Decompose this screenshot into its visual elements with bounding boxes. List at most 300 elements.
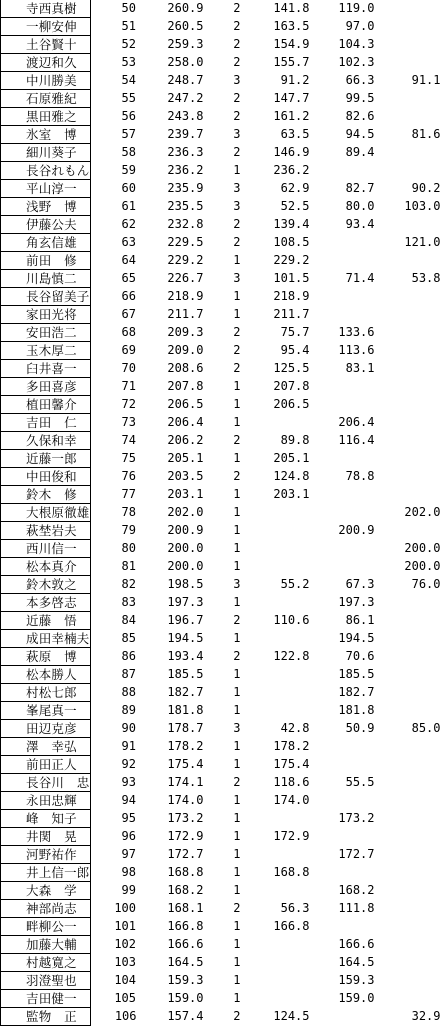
rank-cell: 74 [91, 432, 143, 450]
round-2-score-cell: 166.6 [314, 936, 379, 954]
rank-cell: 86 [91, 648, 143, 666]
entry-count-cell: 1 [210, 990, 249, 1008]
round-1-score-cell: 118.6 [249, 774, 314, 792]
round-3-score-cell [379, 450, 443, 468]
round-1-score-cell: 55.2 [249, 576, 314, 594]
player-name-cell: 石原雅紀 [1, 90, 91, 108]
round-3-score-cell: 90.2 [379, 180, 443, 198]
round-3-score-cell [379, 252, 443, 270]
entry-count-cell: 3 [210, 72, 249, 90]
table-row [1, 846, 443, 864]
player-name-cell: 氷室 博 [1, 126, 91, 144]
table-row [1, 288, 443, 306]
total-score-cell: 200.9 [143, 522, 210, 540]
round-1-score-cell: 161.2 [249, 108, 314, 126]
total-score-cell: 258.0 [143, 54, 210, 72]
rank-cell: 84 [91, 612, 143, 630]
player-name-cell: 神部尚志 [1, 900, 91, 918]
table-row [1, 522, 443, 540]
total-score-cell: 174.0 [143, 792, 210, 810]
round-3-score-cell [379, 612, 443, 630]
player-name-cell: 峰 知子 [1, 810, 91, 828]
total-score-cell: 182.7 [143, 684, 210, 702]
round-2-score-cell: 50.9 [314, 720, 379, 738]
player-name-cell: 畔柳公一 [1, 918, 91, 936]
round-1-score-cell [249, 594, 314, 612]
round-2-score-cell: 82.6 [314, 108, 379, 126]
entry-count-cell: 1 [210, 540, 249, 558]
rank-cell: 81 [91, 558, 143, 576]
player-name-cell: 一柳安伸 [1, 18, 91, 36]
round-3-score-cell: 200.0 [379, 558, 443, 576]
table-row [1, 666, 443, 684]
round-3-score-cell: 85.0 [379, 720, 443, 738]
table-row [1, 108, 443, 126]
total-score-cell: 173.2 [143, 810, 210, 828]
total-score-cell: 236.3 [143, 144, 210, 162]
round-1-score-cell: 229.2 [249, 252, 314, 270]
table-row [1, 468, 443, 486]
round-1-score-cell: 56.3 [249, 900, 314, 918]
entry-count-cell: 1 [210, 756, 249, 774]
round-3-score-cell [379, 954, 443, 972]
rank-cell: 103 [91, 954, 143, 972]
rank-cell: 51 [91, 18, 143, 36]
round-3-score-cell [379, 864, 443, 882]
rank-cell: 83 [91, 594, 143, 612]
table-row [1, 594, 443, 612]
round-3-score-cell [379, 54, 443, 72]
round-1-score-cell: 207.8 [249, 378, 314, 396]
round-3-score-cell [379, 990, 443, 1008]
entry-count-cell: 2 [210, 216, 249, 234]
entry-count-cell: 3 [210, 198, 249, 216]
entry-count-cell: 1 [210, 630, 249, 648]
round-3-score-cell [379, 648, 443, 666]
player-name-cell: 玉木厚二 [1, 342, 91, 360]
rank-cell: 82 [91, 576, 143, 594]
round-2-score-cell [314, 864, 379, 882]
table-row [1, 972, 443, 990]
entry-count-cell: 2 [210, 108, 249, 126]
table-row [1, 0, 443, 18]
rank-cell: 78 [91, 504, 143, 522]
total-score-cell: 200.0 [143, 540, 210, 558]
round-3-score-cell [379, 18, 443, 36]
round-2-score-cell: 80.0 [314, 198, 379, 216]
total-score-cell: 174.1 [143, 774, 210, 792]
round-3-score-cell: 32.9 [379, 1008, 443, 1026]
round-3-score-cell [379, 378, 443, 396]
round-3-score-cell [379, 162, 443, 180]
total-score-cell: 218.9 [143, 288, 210, 306]
table-row [1, 342, 443, 360]
table-row [1, 72, 443, 90]
total-score-cell: 197.3 [143, 594, 210, 612]
entry-count-cell: 1 [210, 504, 249, 522]
round-2-score-cell [314, 306, 379, 324]
round-1-score-cell: 172.9 [249, 828, 314, 846]
round-1-score-cell: 168.8 [249, 864, 314, 882]
round-2-score-cell: 168.2 [314, 882, 379, 900]
player-name-cell: 永田忠輝 [1, 792, 91, 810]
player-name-cell: 松本勝人 [1, 666, 91, 684]
rank-cell: 91 [91, 738, 143, 756]
round-1-score-cell: 236.2 [249, 162, 314, 180]
round-1-score-cell: 218.9 [249, 288, 314, 306]
table-row [1, 18, 443, 36]
round-2-score-cell: 89.4 [314, 144, 379, 162]
table-row [1, 90, 443, 108]
rank-cell: 52 [91, 36, 143, 54]
table-row [1, 180, 443, 198]
round-2-score-cell: 71.4 [314, 270, 379, 288]
player-name-cell: 加藤大輔 [1, 936, 91, 954]
rank-cell: 63 [91, 234, 143, 252]
round-2-score-cell: 86.1 [314, 612, 379, 630]
table-row [1, 792, 443, 810]
round-1-score-cell [249, 630, 314, 648]
round-3-score-cell [379, 972, 443, 990]
rank-cell: 58 [91, 144, 143, 162]
round-1-score-cell: 101.5 [249, 270, 314, 288]
table-row [1, 990, 443, 1008]
round-1-score-cell: 42.8 [249, 720, 314, 738]
round-1-score-cell [249, 810, 314, 828]
table-row [1, 702, 443, 720]
player-name-cell: 村越寛之 [1, 954, 91, 972]
ranking-rows [1, 0, 443, 1026]
table-row [1, 252, 443, 270]
rank-cell: 94 [91, 792, 143, 810]
entry-count-cell: 1 [210, 558, 249, 576]
table-row [1, 234, 443, 252]
round-3-score-cell: 91.1 [379, 72, 443, 90]
rank-cell: 56 [91, 108, 143, 126]
round-3-score-cell [379, 846, 443, 864]
round-3-score-cell [379, 0, 443, 18]
entry-count-cell: 1 [210, 792, 249, 810]
round-2-score-cell [314, 540, 379, 558]
table-row [1, 810, 443, 828]
round-1-score-cell: 175.4 [249, 756, 314, 774]
player-name-cell: 鈴木 修 [1, 486, 91, 504]
entry-count-cell: 1 [210, 486, 249, 504]
round-2-score-cell: 133.6 [314, 324, 379, 342]
entry-count-cell: 1 [210, 864, 249, 882]
table-row [1, 126, 443, 144]
total-score-cell: 172.7 [143, 846, 210, 864]
player-name-cell: 角玄信雄 [1, 234, 91, 252]
rank-cell: 101 [91, 918, 143, 936]
total-score-cell: 259.3 [143, 36, 210, 54]
entry-count-cell: 1 [210, 702, 249, 720]
player-name-cell: 中川勝美 [1, 72, 91, 90]
entry-count-cell: 2 [210, 648, 249, 666]
total-score-cell: 194.5 [143, 630, 210, 648]
player-name-cell: 村松七郎 [1, 684, 91, 702]
rank-cell: 105 [91, 990, 143, 1008]
player-name-cell: 久保和幸 [1, 432, 91, 450]
round-2-score-cell [314, 1008, 379, 1026]
round-2-score-cell: 159.0 [314, 990, 379, 1008]
round-1-score-cell: 125.5 [249, 360, 314, 378]
round-1-score-cell [249, 522, 314, 540]
rank-cell: 77 [91, 486, 143, 504]
round-1-score-cell [249, 882, 314, 900]
rank-cell: 96 [91, 828, 143, 846]
round-1-score-cell [249, 972, 314, 990]
rank-cell: 79 [91, 522, 143, 540]
rank-cell: 104 [91, 972, 143, 990]
player-name-cell: 多田喜彦 [1, 378, 91, 396]
total-score-cell: 164.5 [143, 954, 210, 972]
total-score-cell: 229.2 [143, 252, 210, 270]
total-score-cell: 260.5 [143, 18, 210, 36]
table-row [1, 396, 443, 414]
round-2-score-cell: 159.3 [314, 972, 379, 990]
round-3-score-cell [379, 900, 443, 918]
round-3-score-cell: 103.0 [379, 198, 443, 216]
total-score-cell: 211.7 [143, 306, 210, 324]
round-1-score-cell [249, 414, 314, 432]
round-3-score-cell: 121.0 [379, 234, 443, 252]
round-2-score-cell [314, 918, 379, 936]
table-row [1, 828, 443, 846]
rank-cell: 66 [91, 288, 143, 306]
round-3-score-cell [379, 774, 443, 792]
entry-count-cell: 1 [210, 810, 249, 828]
round-1-score-cell: 62.9 [249, 180, 314, 198]
rank-cell: 50 [91, 0, 143, 18]
rank-cell: 88 [91, 684, 143, 702]
entry-count-cell: 2 [210, 90, 249, 108]
rank-cell: 80 [91, 540, 143, 558]
round-2-score-cell [314, 558, 379, 576]
total-score-cell: 229.5 [143, 234, 210, 252]
rank-cell: 92 [91, 756, 143, 774]
round-1-score-cell: 166.8 [249, 918, 314, 936]
round-3-score-cell [379, 522, 443, 540]
table-row [1, 576, 443, 594]
round-1-score-cell: 122.8 [249, 648, 314, 666]
player-name-cell: 監物 正 [1, 1008, 91, 1026]
player-name-cell: 土谷賢十 [1, 36, 91, 54]
entry-count-cell: 2 [210, 1008, 249, 1026]
total-score-cell: 203.1 [143, 486, 210, 504]
round-2-score-cell [314, 162, 379, 180]
entry-count-cell: 1 [210, 414, 249, 432]
round-2-score-cell [314, 378, 379, 396]
player-name-cell: 松本真介 [1, 558, 91, 576]
rank-cell: 93 [91, 774, 143, 792]
entry-count-cell: 1 [210, 828, 249, 846]
total-score-cell: 248.7 [143, 72, 210, 90]
player-name-cell: 峯尾真一 [1, 702, 91, 720]
round-2-score-cell: 164.5 [314, 954, 379, 972]
round-3-score-cell [379, 918, 443, 936]
total-score-cell: 203.5 [143, 468, 210, 486]
player-name-cell: 安田浩二 [1, 324, 91, 342]
entry-count-cell: 1 [210, 684, 249, 702]
rank-cell: 70 [91, 360, 143, 378]
round-1-score-cell [249, 846, 314, 864]
round-1-score-cell: 75.7 [249, 324, 314, 342]
player-name-cell: 植田馨介 [1, 396, 91, 414]
total-score-cell: 185.5 [143, 666, 210, 684]
round-1-score-cell: 205.1 [249, 450, 314, 468]
entry-count-cell: 2 [210, 324, 249, 342]
player-name-cell: 田辺克彦 [1, 720, 91, 738]
round-1-score-cell: 63.5 [249, 126, 314, 144]
round-3-score-cell [379, 432, 443, 450]
round-2-score-cell: 104.3 [314, 36, 379, 54]
round-3-score-cell [379, 144, 443, 162]
player-name-cell: 長谷川 忠 [1, 774, 91, 792]
entry-count-cell: 2 [210, 342, 249, 360]
round-3-score-cell [379, 702, 443, 720]
rank-cell: 60 [91, 180, 143, 198]
table-row [1, 306, 443, 324]
round-3-score-cell: 81.6 [379, 126, 443, 144]
rank-cell: 97 [91, 846, 143, 864]
round-3-score-cell [379, 810, 443, 828]
round-1-score-cell: 52.5 [249, 198, 314, 216]
total-score-cell: 166.6 [143, 936, 210, 954]
round-1-score-cell [249, 666, 314, 684]
entry-count-cell: 3 [210, 720, 249, 738]
total-score-cell: 168.8 [143, 864, 210, 882]
player-name-cell: 河野祐作 [1, 846, 91, 864]
round-2-score-cell: 94.5 [314, 126, 379, 144]
round-2-score-cell: 113.6 [314, 342, 379, 360]
player-name-cell: 鈴木敦之 [1, 576, 91, 594]
rank-cell: 71 [91, 378, 143, 396]
round-2-score-cell: 173.2 [314, 810, 379, 828]
total-score-cell: 205.1 [143, 450, 210, 468]
round-2-score-cell: 66.3 [314, 72, 379, 90]
round-1-score-cell: 178.2 [249, 738, 314, 756]
round-2-score-cell: 83.1 [314, 360, 379, 378]
round-1-score-cell: 89.8 [249, 432, 314, 450]
table-row [1, 54, 443, 72]
table-row [1, 756, 443, 774]
entry-count-cell: 1 [210, 972, 249, 990]
player-name-cell: 前田正人 [1, 756, 91, 774]
entry-count-cell: 1 [210, 882, 249, 900]
player-name-cell: 中田俊和 [1, 468, 91, 486]
round-1-score-cell [249, 936, 314, 954]
round-1-score-cell: 146.9 [249, 144, 314, 162]
entry-count-cell: 1 [210, 252, 249, 270]
round-2-score-cell: 111.8 [314, 900, 379, 918]
round-3-score-cell [379, 936, 443, 954]
round-1-score-cell [249, 684, 314, 702]
total-score-cell: 226.7 [143, 270, 210, 288]
rank-cell: 53 [91, 54, 143, 72]
rank-cell: 76 [91, 468, 143, 486]
round-3-score-cell [379, 828, 443, 846]
player-name-cell: 伊藤公夫 [1, 216, 91, 234]
table-row [1, 486, 443, 504]
total-score-cell: 236.2 [143, 162, 210, 180]
entry-count-cell: 3 [210, 180, 249, 198]
round-2-score-cell [314, 486, 379, 504]
player-name-cell: 萩原 博 [1, 648, 91, 666]
round-2-score-cell: 93.4 [314, 216, 379, 234]
player-name-cell: 萩埜岩夫 [1, 522, 91, 540]
entry-count-cell: 3 [210, 576, 249, 594]
round-1-score-cell: 139.4 [249, 216, 314, 234]
round-2-score-cell [314, 450, 379, 468]
round-1-score-cell: 110.6 [249, 612, 314, 630]
round-3-score-cell [379, 666, 443, 684]
table-row [1, 414, 443, 432]
entry-count-cell: 1 [210, 396, 249, 414]
entry-count-cell: 2 [210, 54, 249, 72]
entry-count-cell: 1 [210, 288, 249, 306]
rank-cell: 106 [91, 1008, 143, 1026]
round-1-score-cell [249, 504, 314, 522]
round-3-score-cell [379, 738, 443, 756]
round-3-score-cell [379, 324, 443, 342]
table-row [1, 738, 443, 756]
table-row [1, 558, 443, 576]
table-row [1, 360, 443, 378]
total-score-cell: 181.8 [143, 702, 210, 720]
round-1-score-cell: 203.1 [249, 486, 314, 504]
total-score-cell: 178.7 [143, 720, 210, 738]
round-1-score-cell: 154.9 [249, 36, 314, 54]
round-2-score-cell: 55.5 [314, 774, 379, 792]
rank-cell: 69 [91, 342, 143, 360]
player-name-cell: 寺西真樹 [1, 0, 91, 18]
table-row [1, 954, 443, 972]
round-2-score-cell: 70.6 [314, 648, 379, 666]
entry-count-cell: 1 [210, 738, 249, 756]
rank-cell: 65 [91, 270, 143, 288]
total-score-cell: 260.9 [143, 0, 210, 18]
total-score-cell: 206.2 [143, 432, 210, 450]
player-name-cell: 家田光将 [1, 306, 91, 324]
entry-count-cell: 2 [210, 36, 249, 54]
table-row [1, 198, 443, 216]
round-3-score-cell [379, 90, 443, 108]
round-1-score-cell: 124.8 [249, 468, 314, 486]
entry-count-cell: 1 [210, 594, 249, 612]
player-name-cell: 長谷留美子 [1, 288, 91, 306]
rank-cell: 59 [91, 162, 143, 180]
total-score-cell: 239.7 [143, 126, 210, 144]
total-score-cell: 207.8 [143, 378, 210, 396]
table-row [1, 900, 443, 918]
round-3-score-cell [379, 288, 443, 306]
round-3-score-cell: 53.8 [379, 270, 443, 288]
total-score-cell: 198.5 [143, 576, 210, 594]
player-name-cell: 細川葵子 [1, 144, 91, 162]
player-name-cell: 近藤一郎 [1, 450, 91, 468]
round-3-score-cell [379, 486, 443, 504]
round-1-score-cell [249, 540, 314, 558]
round-1-score-cell: 211.7 [249, 306, 314, 324]
table-row [1, 450, 443, 468]
round-2-score-cell [314, 738, 379, 756]
total-score-cell: 166.8 [143, 918, 210, 936]
round-3-score-cell [379, 756, 443, 774]
rank-cell: 64 [91, 252, 143, 270]
total-score-cell: 157.4 [143, 1008, 210, 1026]
player-name-cell: 羽澄聖也 [1, 972, 91, 990]
